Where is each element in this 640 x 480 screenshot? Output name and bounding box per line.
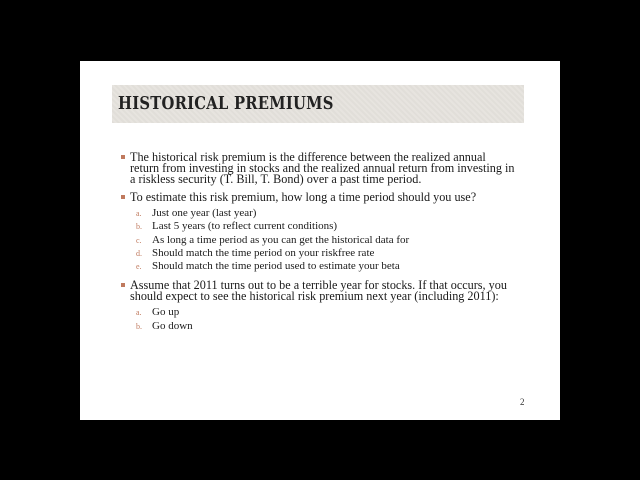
- page-number: 2: [520, 397, 525, 407]
- option-marker: c.: [136, 235, 142, 245]
- option-marker: a.: [136, 209, 142, 218]
- bullet-2: [120, 192, 516, 273]
- bullet-1: [120, 152, 516, 185]
- bullet-3-text: Assume that 2011 turns out to be a terrible year for stocks. If that occurs, you should expect to see the historical risk premium next year (including 2011):: [130, 278, 507, 304]
- slide-title: HISTORICAL PREMIUMS: [118, 93, 334, 114]
- option-text: Should match the time period used to estimate your beta: [152, 260, 400, 273]
- option-text: Go down: [152, 319, 193, 332]
- bullet-square-icon: [121, 155, 125, 159]
- option-text: Go up: [152, 306, 180, 319]
- bullet-square-icon: [121, 283, 125, 287]
- option-marker: a.: [136, 308, 142, 318]
- option-b: [130, 220, 516, 233]
- bullet-square-icon: [121, 195, 125, 199]
- option-a: [130, 207, 516, 220]
- option-b: [130, 320, 516, 333]
- option-marker: e.: [136, 262, 142, 272]
- bullet-3-options: [130, 306, 516, 333]
- option-marker: d.: [136, 248, 142, 258]
- option-marker: b.: [136, 222, 142, 232]
- option-text: Just one year (last year): [152, 207, 257, 219]
- option-text: Should match the time period on your riskfree rate: [152, 246, 375, 259]
- option-e: [130, 260, 516, 273]
- option-text: Last 5 years (to reflect current conditions): [152, 220, 338, 233]
- bullet-3: [120, 280, 516, 333]
- option-d: [130, 247, 516, 260]
- bullet-2-options: [130, 207, 516, 273]
- slide: [80, 61, 560, 420]
- option-a: [130, 306, 516, 319]
- option-marker: b.: [136, 321, 142, 331]
- bullet-2-text: To estimate this risk premium, how long a time period should you use?: [130, 190, 477, 204]
- title-band: [112, 85, 524, 123]
- slide-content: [120, 152, 516, 333]
- bullet-1-text: The historical risk premium is the difference between the realized annual return from investing in stocks and the realized annual return from investing in a riskless security (T. Bill, T. Bond) over a past time period.: [130, 150, 515, 186]
- option-text: As long a time period as you can get the historical data for: [152, 233, 410, 246]
- option-c: [130, 234, 516, 247]
